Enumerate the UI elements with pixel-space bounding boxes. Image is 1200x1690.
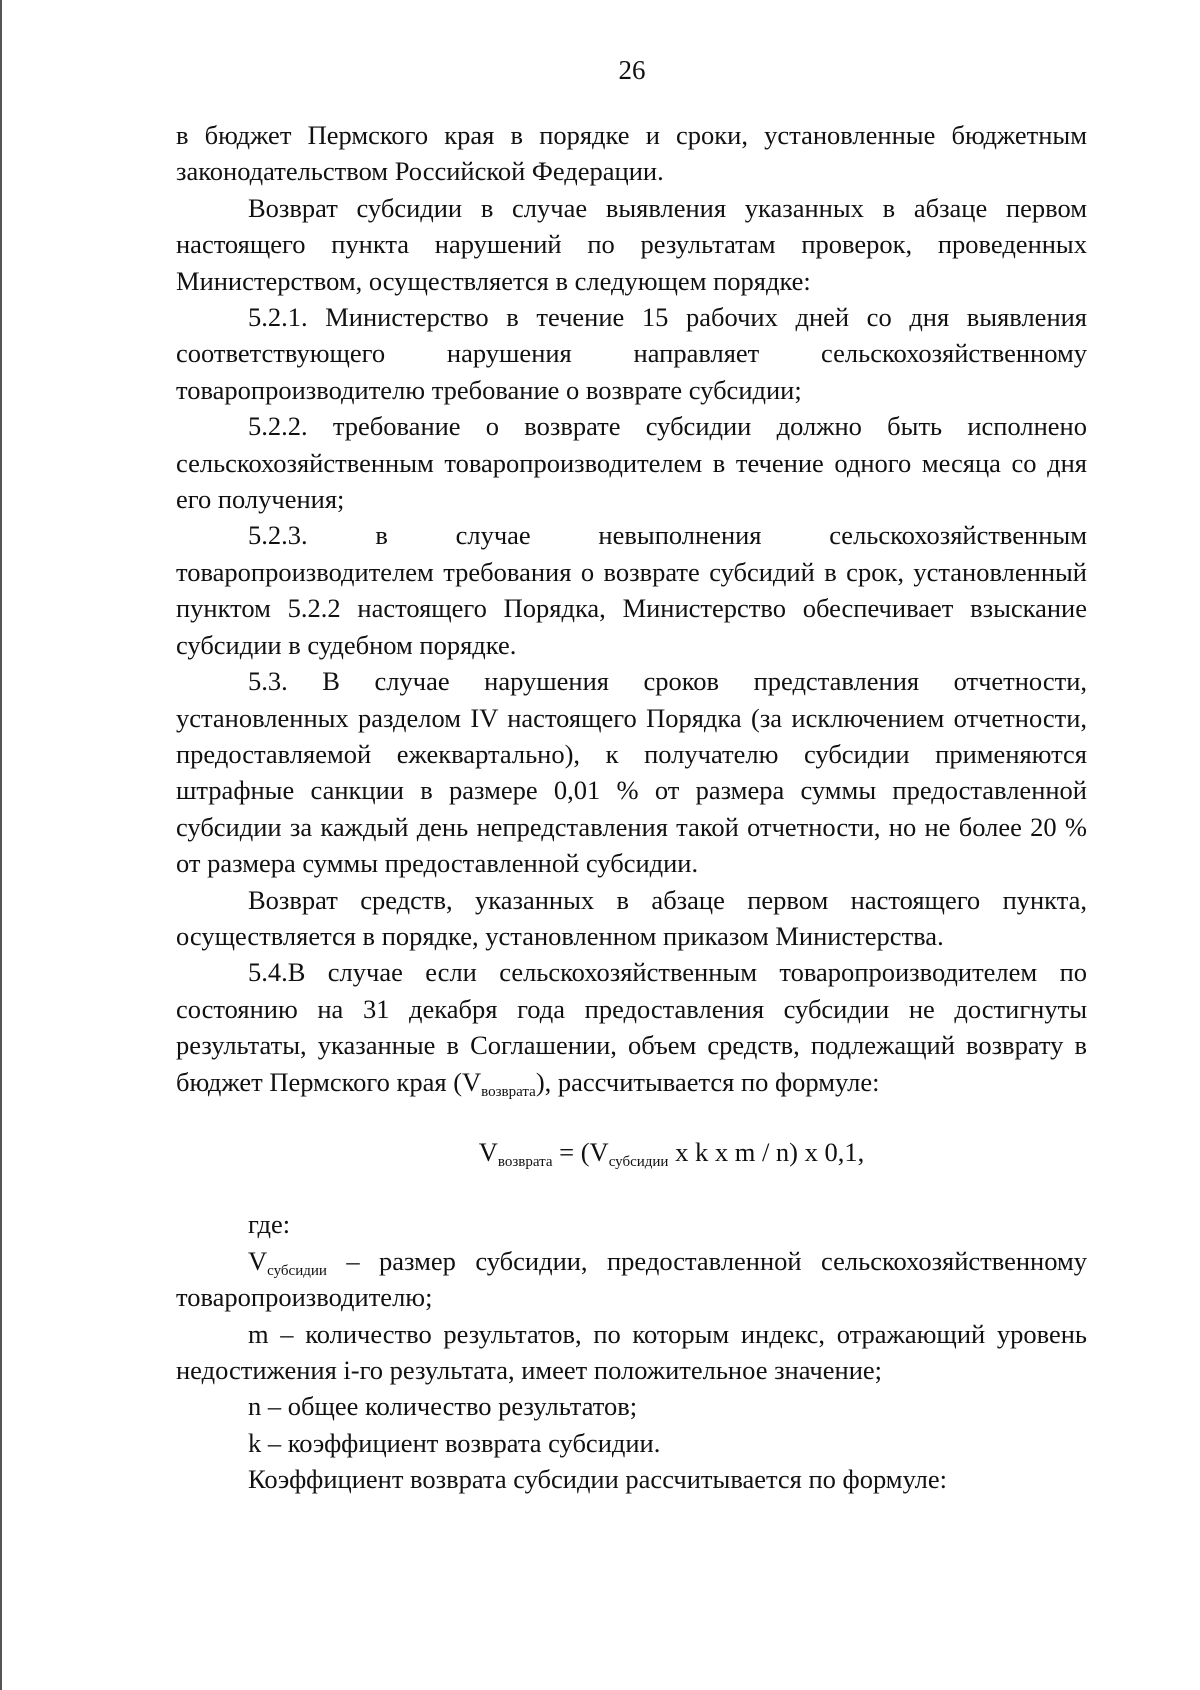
definition-v-subsidii [176, 1243, 1087, 1316]
document-body [176, 117, 1087, 1498]
definition-m: m – количество результатов, по которым индекс, отражающий уровень недостижения i-го результата, имеет положительное значение; [176, 1318, 1087, 1385]
paragraph-5-4-tail: ), рассчитывается по формуле: [535, 1066, 880, 1097]
definition-v-subscript: субсидии [267, 1262, 327, 1279]
definition-v-symbol: V [248, 1245, 268, 1276]
paragraph-return-funds: Возврат средств, указанных в абзаце первом настоящего пункта, осуществляется в порядке, установленном приказом Министерства. [176, 884, 1087, 951]
formula-rest: x k x m / n) x 0,1, [668, 1136, 865, 1167]
definition-v-text: – размер субсидии, предоставленной сельскохозяйственному товаропроизводителю; [176, 1245, 1087, 1313]
definition-n: n – общее количество результатов; [248, 1391, 638, 1422]
definition-k: k – коэффициент возврата субсидии. [248, 1427, 661, 1458]
paragraph-5-4 [176, 954, 1087, 1100]
formula-equals: = (V [552, 1136, 609, 1167]
formula-return-volume [176, 1134, 1087, 1170]
paragraph-return-procedure: Возврат субсидии в случае выявления указанных в абзаце первом настоящего пункта нарушений по результатам проверок, проведенных Министерством, осуществляется в следующем порядке: [176, 192, 1087, 296]
paragraph-5-4-text: 5.4.В случае если сельскохозяйственным товаропроизводителем по состоянию на 31 декабря года предоставления субсидии не достигнуты результаты, указанные в Соглашении, объем средств, подлежащий возврату в бюджет Пермского края (V [176, 957, 1087, 1097]
formula-v-symbol: V [478, 1136, 498, 1167]
paragraph-5-2-2: 5.2.2. требование о возврате субсидии должно быть исполнено сельскохозяйственным товаропроизводителем в течение одного месяца со дня его получения; [176, 411, 1087, 515]
paragraph-continuation: в бюджет Пермского края в порядке и сроки, установленные бюджетным законодательством Российской Федерации. [176, 120, 1087, 187]
paragraph-5-2-3: 5.2.3. в случае невыполнения сельскохозяйственным товаропроизводителем требования о возврате субсидий в срок, установленный пунктом 5.2.2 настоящего Порядка, Министерство обеспечивает взыскание субсидии в судебном порядке. [176, 520, 1087, 660]
subscript-vozvrata: возврата [481, 1083, 536, 1100]
formula-subscript-subsidii: субсидии [608, 1153, 669, 1170]
page-number: 26 [618, 55, 646, 85]
formula-subscript-vozvrata: возврата [497, 1153, 553, 1170]
paragraph-coefficient: Коэффициент возврата субсидии рассчитывается по формуле: [248, 1464, 948, 1495]
definitions-where: где: [248, 1209, 291, 1240]
paragraph-5-3: 5.3. В случае нарушения сроков представления отчетности, установленных разделом IV настоящего Порядка (за исключением отчетности, предоставляемой ежеквартально), к получателю субсидии применяются штрафные санкции в размере 0,01 % от размера суммы предоставленной субсидии за каждый день непредставления такой отчетности, но не более 20 % от размера суммы предоставленной субсидии. [176, 666, 1087, 879]
paragraph-5-2-1: 5.2.1. Министерство в течение 15 рабочих дней со дня выявления соответствующего нарушения направляет сельскохозяйственному товаропроизводителю требование о возврате субсидии; [176, 302, 1087, 405]
